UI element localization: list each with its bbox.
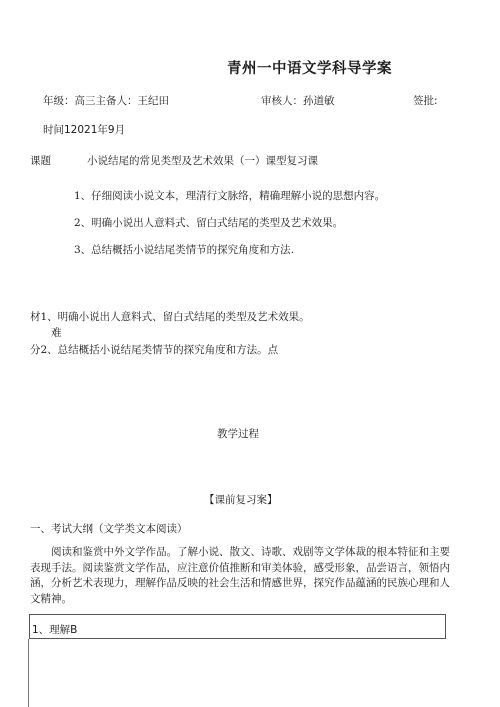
section-heading-text: 一、考试大纲 [30, 523, 93, 535]
topic-text: 小说结尾的常见类型及艺术效果（一）课型复习课 [87, 155, 318, 167]
section-heading [30, 521, 188, 536]
key-point-1: 材1、明确小说出人意料式、留白式结尾的类型及艺术效果。 [30, 311, 310, 323]
objective-2: 2、明确小说出人意料式、留白式结尾的类型及艺术效果。 [74, 217, 344, 229]
topic-label: 课题 [30, 155, 51, 167]
answer-box [29, 614, 446, 639]
section-heading-paren: （文学类文本阅读） [93, 523, 188, 535]
syllabus-paragraph: 阅读和鉴赏中外文学作品。了解小说、散文、诗歌、戏剧等文学体裁的根本特征和主要表现手法。阅读鉴赏文学作品，应注意价值推断和审美体验，感受形象，品尝语言，领悟内涵，分析艺术表现力，理解作品反映的社会生活和情感世界，探究作品蕴涵的民族心理和人文精神。 [30, 546, 450, 605]
document-title: 青州一中语文学科导学案 [227, 61, 392, 77]
left-margin-rule [28, 639, 29, 707]
key-point-nan: 难 [51, 327, 62, 339]
key-point-2: 分2、总结概括小说结尾类情节的探究角度和方法。点 [30, 344, 279, 356]
signoff: 签批: [413, 95, 438, 107]
box-item: 1、理解B [32, 624, 78, 636]
process-heading: 教学过程 [217, 428, 259, 440]
objective-3: 3、总结概括小说结尾类情节的探究角度和方法. [74, 244, 295, 256]
reviewer: 审核人：孙道敏 [261, 95, 335, 107]
grade-editor: 年级：高三主备人：王纪田 [43, 95, 169, 107]
objective-1: 1、仔细阅读小说文本，理清行文脉络，精确理解小说的思想内容。 [74, 190, 386, 202]
date: 时间12021年9月 [43, 124, 126, 136]
review-heading: 【课前复习案】 [204, 494, 278, 506]
